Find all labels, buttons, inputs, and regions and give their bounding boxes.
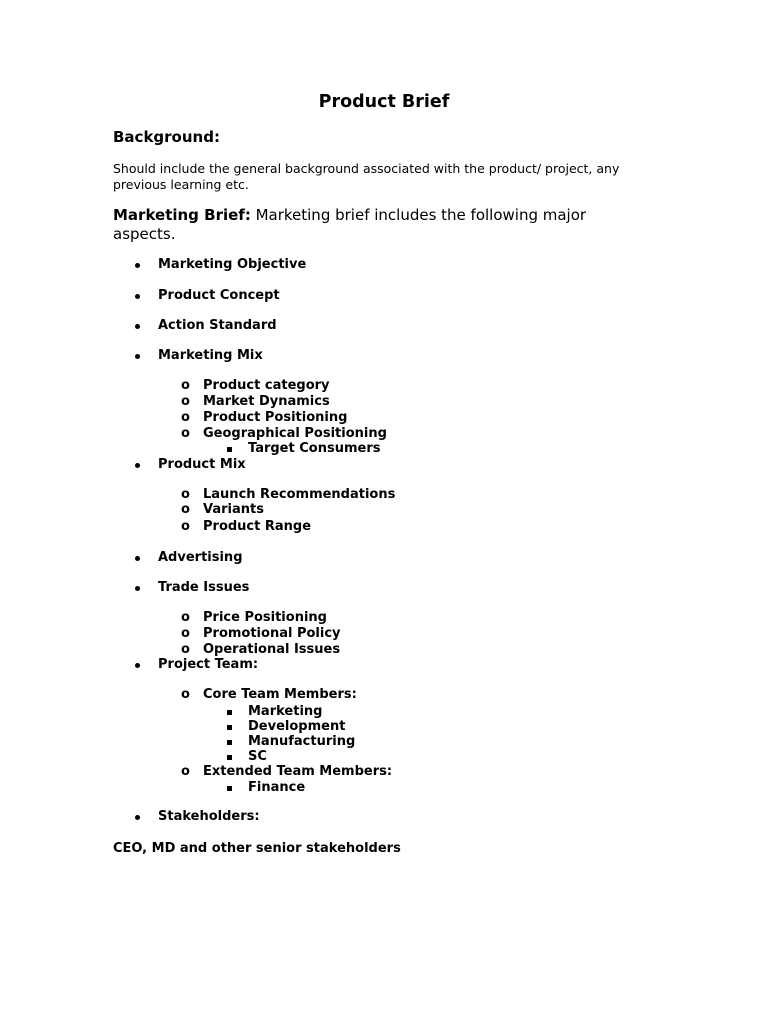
marketing-brief-text: Marketing brief includes the following major aspects. bbox=[113, 206, 587, 243]
list-item-target-consumers: Target Consumers bbox=[248, 441, 381, 456]
bullet-dot-icon bbox=[135, 463, 140, 468]
bullet-dot-icon bbox=[135, 586, 140, 591]
list-item-marketing-mix: Marketing Mix bbox=[158, 348, 263, 363]
bullet-dot-icon bbox=[135, 663, 140, 668]
list-item-development: Development bbox=[248, 719, 346, 734]
sub-bullet-marker: o bbox=[181, 764, 190, 779]
list-item-price-positioning: Price Positioning bbox=[203, 610, 327, 625]
sub-bullet-marker: o bbox=[181, 519, 190, 534]
marketing-brief-paragraph bbox=[113, 206, 633, 244]
sub-bullet-marker: o bbox=[181, 410, 190, 425]
square-bullet-icon bbox=[227, 710, 232, 715]
square-bullet-icon bbox=[227, 786, 232, 791]
marketing-brief-lead: Marketing Brief: bbox=[113, 206, 251, 224]
list-item-product-positioning: Product Positioning bbox=[203, 410, 348, 425]
sub-bullet-marker: o bbox=[181, 610, 190, 625]
list-item-extended-team-members: Extended Team Members: bbox=[203, 764, 393, 779]
list-item-product-mix: Product Mix bbox=[158, 457, 246, 472]
background-paragraph: Should include the general background associated with the product/ project, any previous learning etc. bbox=[113, 161, 620, 192]
sub-bullet-marker: o bbox=[181, 502, 190, 517]
list-item-product-category: Product category bbox=[203, 378, 330, 393]
sub-bullet-marker: o bbox=[181, 378, 190, 393]
sub-bullet-marker: o bbox=[181, 642, 190, 657]
sub-bullet-marker: o bbox=[181, 487, 190, 502]
square-bullet-icon bbox=[227, 740, 232, 745]
list-item-action-standard: Action Standard bbox=[158, 318, 277, 333]
list-item-marketing: Marketing bbox=[248, 704, 323, 719]
sub-bullet-marker: o bbox=[181, 626, 190, 641]
list-item-stakeholders: Stakeholders: bbox=[158, 809, 260, 824]
background-heading: Background: bbox=[113, 128, 220, 146]
list-item-advertising: Advertising bbox=[158, 550, 243, 565]
sub-bullet-marker: o bbox=[181, 687, 190, 702]
list-item-geographical-positioning: Geographical Positioning bbox=[203, 426, 387, 441]
bullet-dot-icon bbox=[135, 263, 140, 268]
list-item-sc: SC bbox=[248, 749, 267, 764]
list-item-operational-issues: Operational Issues bbox=[203, 642, 341, 657]
square-bullet-icon bbox=[227, 447, 232, 452]
square-bullet-icon bbox=[227, 755, 232, 760]
bullet-dot-icon bbox=[135, 294, 140, 299]
list-item-product-range: Product Range bbox=[203, 519, 312, 534]
sub-bullet-marker: o bbox=[181, 394, 190, 409]
closing-text: CEO, MD and other senior stakeholders bbox=[113, 841, 401, 856]
bullet-dot-icon bbox=[135, 556, 140, 561]
list-item-finance: Finance bbox=[248, 780, 306, 795]
bullet-dot-icon bbox=[135, 354, 140, 359]
square-bullet-icon bbox=[227, 725, 232, 730]
list-item-promotional-policy: Promotional Policy bbox=[203, 626, 341, 641]
bullet-dot-icon bbox=[135, 324, 140, 329]
document-title: Product Brief bbox=[318, 92, 450, 112]
list-item-core-team-members: Core Team Members: bbox=[203, 687, 357, 702]
list-item-trade-issues: Trade Issues bbox=[158, 580, 250, 595]
list-item-product-concept: Product Concept bbox=[158, 288, 280, 303]
list-item-marketing-objective: Marketing Objective bbox=[158, 257, 307, 272]
list-item-launch-recommendations: Launch Recommendations bbox=[203, 487, 396, 502]
list-item-variants: Variants bbox=[203, 502, 264, 517]
bullet-dot-icon bbox=[135, 815, 140, 820]
sub-bullet-marker: o bbox=[181, 426, 190, 441]
list-item-project-team: Project Team: bbox=[158, 657, 259, 672]
list-item-manufacturing: Manufacturing bbox=[248, 734, 356, 749]
list-item-market-dynamics: Market Dynamics bbox=[203, 394, 330, 409]
